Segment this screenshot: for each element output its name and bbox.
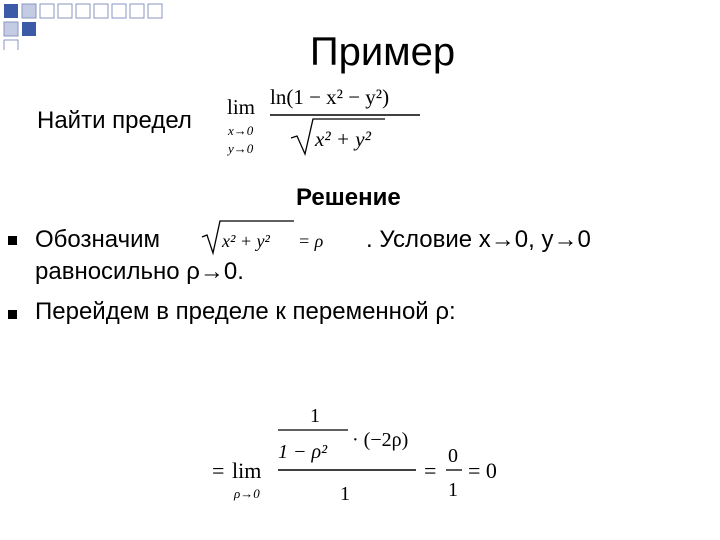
eq-sign-1: = bbox=[212, 458, 225, 483]
bullet-marker bbox=[8, 236, 17, 245]
lim-label: lim bbox=[232, 458, 262, 483]
lim-label: lim bbox=[227, 95, 256, 119]
final-result: = 0 bbox=[468, 458, 497, 483]
rho-definition-formula bbox=[200, 217, 360, 257]
solution-heading: Решение bbox=[296, 184, 401, 211]
bullet1-text-part2: . Условие x→0, y→0 bbox=[366, 226, 591, 253]
formula1-denominator: x² + y² bbox=[315, 127, 371, 151]
solution-formula bbox=[210, 400, 520, 510]
lim-sub-y: y→0 bbox=[228, 141, 254, 156]
formula2-rhs: = ρ bbox=[298, 231, 324, 251]
task-text: Найти предел bbox=[37, 107, 192, 134]
inner-denominator: 1 − ρ² bbox=[278, 441, 328, 463]
limit-formula bbox=[225, 82, 425, 162]
lim-sub-rho: ρ→0 bbox=[234, 486, 260, 501]
lim-sub-x: x→0 bbox=[228, 123, 254, 138]
result-numerator: 0 bbox=[448, 445, 458, 467]
result-denominator: 1 bbox=[448, 479, 458, 501]
factor-term: · (−2ρ) bbox=[352, 429, 409, 451]
bullet-marker bbox=[8, 310, 17, 319]
slide-title: Пример bbox=[309, 30, 456, 74]
formula1-numerator: ln(1 − x² − y²) bbox=[270, 85, 390, 109]
inner-numerator: 1 bbox=[310, 405, 320, 427]
eq-sign-2: = bbox=[424, 458, 437, 483]
outer-denominator: 1 bbox=[340, 483, 350, 505]
bullet2-text: Перейдем в пределе к переменной ρ: bbox=[35, 298, 456, 325]
bullet1-text-part1: Обозначим bbox=[35, 226, 160, 253]
formula2-radicand: x² + y² bbox=[222, 231, 270, 251]
bullet1-text-line2: равносильно ρ→0. bbox=[35, 258, 244, 285]
